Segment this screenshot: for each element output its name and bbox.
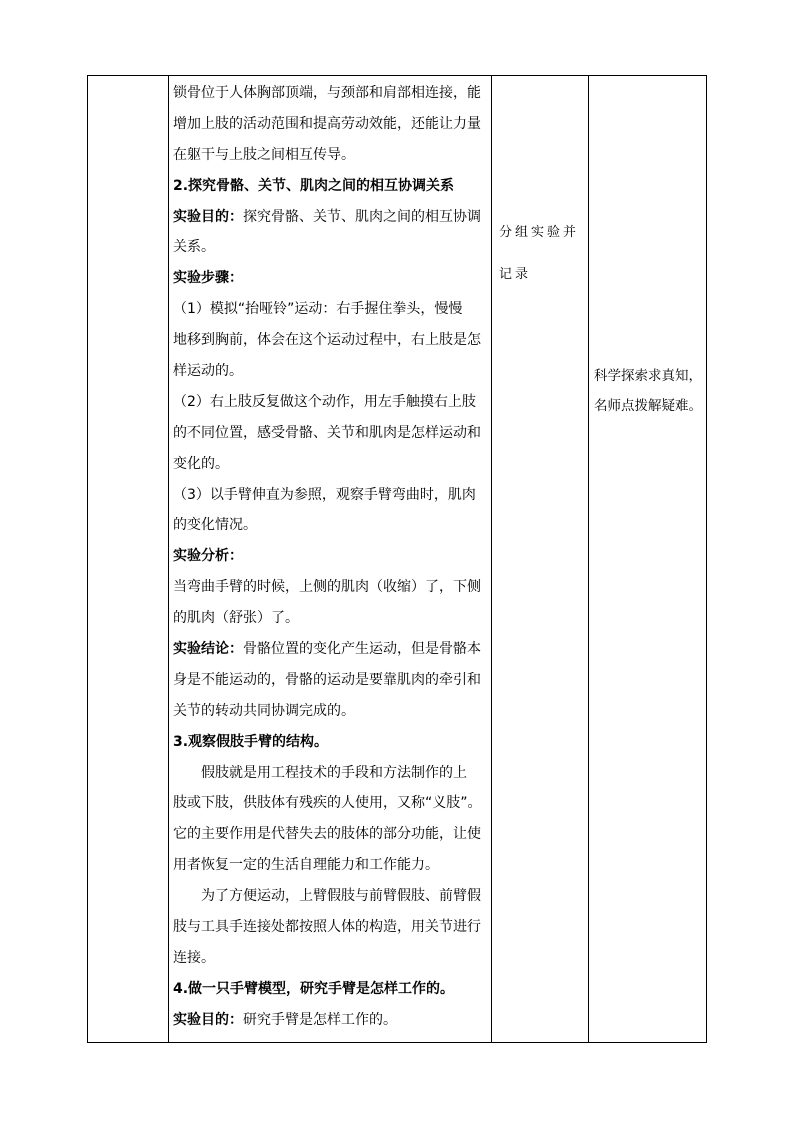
content-line (173, 510, 486, 541)
student-activity-text: 分组实验并记录 (499, 225, 580, 282)
content-line-text: 为了方便运动，上臂假肢与前臂假肢、前臂假 (201, 888, 481, 905)
content-line (173, 974, 486, 1005)
content-line-text: （1）模拟“抬哑铃”运动：右手握住拳头，慢慢 (173, 301, 463, 318)
content-line (173, 140, 486, 171)
content-line-text: 关系。 (173, 239, 215, 256)
content-line (173, 912, 486, 943)
content-line-lead: 4.做一只手臂模型，研究手臂是怎样工作的。 (173, 980, 455, 997)
content-line (173, 572, 486, 603)
content-line (173, 758, 486, 789)
content-line (173, 850, 486, 881)
content-line (173, 356, 486, 387)
content-line (173, 480, 486, 511)
content-line-lead: 2.探究骨骼、关节、肌肉之间的相互协调关系 (173, 177, 455, 194)
content-line-text: 它的主要作用是代替失去的肢体的部分功能，让使 (173, 826, 481, 843)
content-line (173, 294, 486, 325)
content-line-text: 的不同位置，感受骨骼、关节和肌肉是怎样运动和 (173, 424, 481, 441)
content-line-text: （3）以手臂伸直为参照，观察手臂弯曲时，肌肉 (173, 486, 476, 503)
design-intent-cell (588, 76, 706, 1042)
content-line (173, 78, 486, 109)
content-line-text: 在躯干与上肢之间相互传导。 (173, 146, 355, 163)
content-line-text: 关节的转动共同协调完成的。 (173, 702, 355, 719)
content-line (173, 418, 486, 449)
content-line-text: 研究手臂是怎样工作的。 (243, 1011, 397, 1028)
content-line-text: 肢与工具手连接处都按照人体的构造，用关节进行 (173, 919, 481, 936)
content-line (173, 819, 486, 850)
content-line-text: 锁骨位于人体胸部顶端，与颈部和肩部相连接，能 (173, 85, 481, 101)
content-line (173, 541, 486, 572)
content-line-text: 连接。 (173, 949, 215, 966)
student-activity-cell (491, 76, 588, 1042)
content-line-text: 骨骼位置的变化产生运动，但是骨骼本 (243, 641, 481, 658)
content-line (173, 449, 486, 480)
content-line-text: （2）右上肢反复做这个动作，用左手触摸右上肢 (173, 393, 476, 410)
content-line (173, 325, 486, 356)
content-line-text: 假肢就是用工程技术的手段和方法制作的上 (201, 764, 467, 781)
content-line-lead: 实验结论： (173, 641, 243, 658)
teaching-content-cell (168, 76, 491, 1042)
content-line (173, 202, 486, 233)
content-line (173, 603, 486, 634)
content-line-text: 的变化情况。 (173, 517, 257, 534)
content-line (173, 263, 486, 294)
content-line-text: 肢或下肢，供肢体有残疾的人使用，又称“义肢”。 (173, 795, 482, 812)
content-line-text: 当弯曲手臂的时候，上侧的肌肉（收缩）了，下侧 (173, 579, 481, 596)
content-line-text: 用者恢复一定的生活自理能力和工作能力。 (173, 857, 439, 874)
content-line-lead: 实验目的： (173, 208, 243, 225)
lesson-table (87, 75, 707, 1043)
content-line (173, 634, 486, 665)
content-line (173, 171, 486, 202)
content-line-text: 样运动的。 (173, 363, 243, 380)
content-line-text: 的肌肉（舒张）了。 (173, 610, 299, 627)
content-line (173, 665, 486, 696)
content-line-text: 变化的。 (173, 455, 229, 472)
content-line-text: 地移到胸前，体会在这个运动过程中，右上肢是怎 (173, 332, 481, 349)
content-line-lead: 3.观察假肢手臂的结构。 (173, 733, 329, 750)
content-line (173, 1005, 486, 1036)
content-line (173, 387, 486, 418)
content-line-text: 身是不能运动的，骨骼的运动是要靠肌肉的牵引和 (173, 671, 481, 688)
design-intent-text: 科学探索求真知，名师点拨解疑难。 (594, 368, 702, 414)
content-line-text: 增加上肢的活动范围和提高劳动效能，还能让力量 (173, 115, 481, 132)
content-line (173, 727, 486, 758)
content-line (173, 696, 486, 727)
content-line (173, 943, 486, 974)
content-line-lead: 实验步骤： (173, 270, 243, 287)
content-line (173, 881, 486, 912)
content-line (173, 788, 486, 819)
content-line (173, 232, 486, 263)
empty-first-column (88, 76, 168, 1042)
content-line (173, 109, 486, 140)
content-line-text: 探究骨骼、关节、肌肉之间的相互协调 (243, 208, 481, 225)
content-line-lead: 实验分析： (173, 548, 243, 565)
content-line-lead: 实验目的： (173, 1011, 243, 1028)
